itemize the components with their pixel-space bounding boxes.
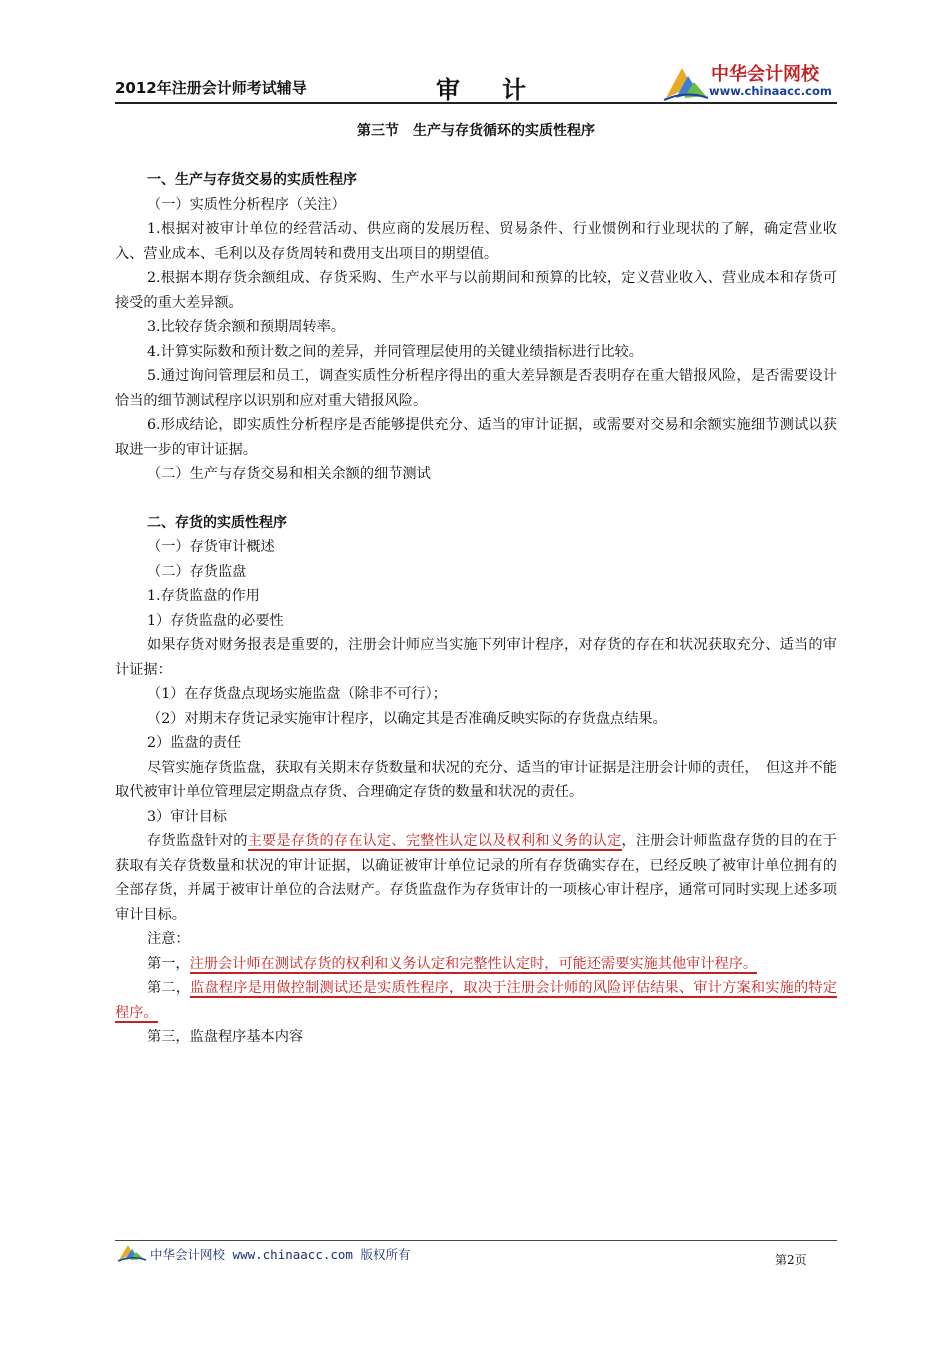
paragraph: （一）存货审计概述 (147, 539, 275, 555)
highlighted-text: 监盘程序是用做控制测试还是实质性程序，取决于注册会计师的风险评估结果、审计方案和实施的特定程序。 (115, 980, 837, 1021)
text-run: 第一， (147, 955, 190, 972)
paragraph: （2）对期末存货记录实施审计程序，以确定其是否准确反映实际的存货盘点结果。 (147, 710, 667, 727)
header-subject: 审计 (436, 76, 568, 104)
paragraph: 1.根据对被审计单位的经营活动、供应商的发展历程、贸易条件、行业惯例和行业现状的了解，确定营业收入、营业成本、毛利以及存货周转和费用支出项目的期望值。 (115, 221, 837, 262)
heading-1: 一、生产与存货交易的实质性程序 (147, 172, 357, 188)
paragraph: 3）审计目标 (147, 808, 227, 825)
text-run: ，注册会计师监盘存货的目的在于获取有关存货数量和状况的审计证据，以确证被审计单位记录的所有存货确实存在，已经反映了被审计单位拥有的全部存货，并属于被审计单位的合法财产。存货监盘作为存货审计的一项核心审计程序，通常可同时实现上述多项审计目标。 (115, 833, 837, 923)
text-run: 第二， (147, 980, 191, 996)
section-title: 第三节 生产与存货循环的实质性程序 (357, 123, 595, 139)
paragraph: 5.通过询问管理层和员工，调查实质性分析程序得出的重大差异额是否表明存在重大错报风险，是否需要设计恰当的细节测试程序以识别和应对重大错报风险。 (115, 368, 837, 409)
paragraph: 3.比较存货余额和预期周转率。 (147, 319, 345, 335)
paragraph-note-second (115, 976, 837, 1025)
paragraph: 如果存货对财务报表是重要的，注册会计师应当实施下列审计程序，对存货的存在和状况获取充分、适当的审计证据： (115, 637, 837, 678)
paragraph: （二）生产与存货交易和相关余额的细节测试 (147, 466, 431, 482)
paragraph: 2）监盘的责任 (147, 735, 242, 751)
heading-2: 二、存货的实质性程序 (147, 514, 287, 531)
paragraph: 4.计算实际数和预计数之间的差异，并同管理层使用的关键业绩指标进行比较。 (147, 343, 643, 360)
chinaacc-logo (662, 60, 842, 102)
footer-rights: 版权所有 (360, 1247, 411, 1262)
highlighted-text: 注册会计师在测试存货的权利和义务认定和完整性认定时，可能还需要实施其他审计程序。 (189, 955, 758, 972)
paragraph: 第三，监盘程序基本内容 (147, 1029, 304, 1045)
highlighted-text: 主要是存货的存在认定、完整性认定以及权利和义务的认定 (247, 833, 622, 849)
paragraph: 1.存货监盘的作用 (147, 588, 260, 604)
footer-copyright (150, 1245, 411, 1263)
text-run: 存货监盘针对的 (147, 833, 248, 849)
footer-logo-icon (117, 1242, 147, 1262)
paragraph: （一）实质性分析程序（关注） (147, 196, 346, 213)
paragraph: 尽管实施存货监盘，获取有关期末存货数量和状况的充分、适当的审计证据是注册会计师的责任， 但这并不能取代被审计单位管理层定期盘点存货、合理确定存货的数量和状况的责任。 (115, 759, 837, 800)
paragraph: 2.根据本期存货余额组成、存货采购、生产水平与以前期间和预算的比较，定义营业收入、营业成本和存货可接受的重大差异额。 (115, 270, 837, 311)
paragraph: （二）存货监盘 (147, 563, 247, 580)
footer-url: www.chinaacc.com (232, 1247, 353, 1262)
logo-url: www.chinaacc.com (709, 84, 832, 98)
paragraph-audit-objective (115, 829, 837, 927)
page-number: 第2页 (775, 1253, 807, 1267)
header-divider (115, 102, 837, 104)
paragraph: 注意： (147, 931, 190, 947)
paragraph-note-first (115, 952, 837, 977)
paragraph: 1）存货监盘的必要性 (147, 612, 284, 629)
paragraph: 6.形成结论，即实质性分析程序是否能够提供充分、适当的审计证据，或需要对交易和余额实施细节测试以获取进一步的审计证据。 (115, 417, 837, 458)
spacer (115, 487, 837, 511)
logo-mark-icon (662, 62, 710, 102)
paragraph: （1）在存货盘点现场实施监盘（除非不可行）； (147, 686, 447, 702)
document-body (115, 168, 837, 1050)
footer-divider (115, 1240, 837, 1241)
logo-name: 中华会计网校 (711, 64, 819, 85)
footer-site-name: 中华会计网校 (150, 1247, 226, 1262)
header-course-title: 2012年注册会计师考试辅导 (115, 79, 307, 97)
